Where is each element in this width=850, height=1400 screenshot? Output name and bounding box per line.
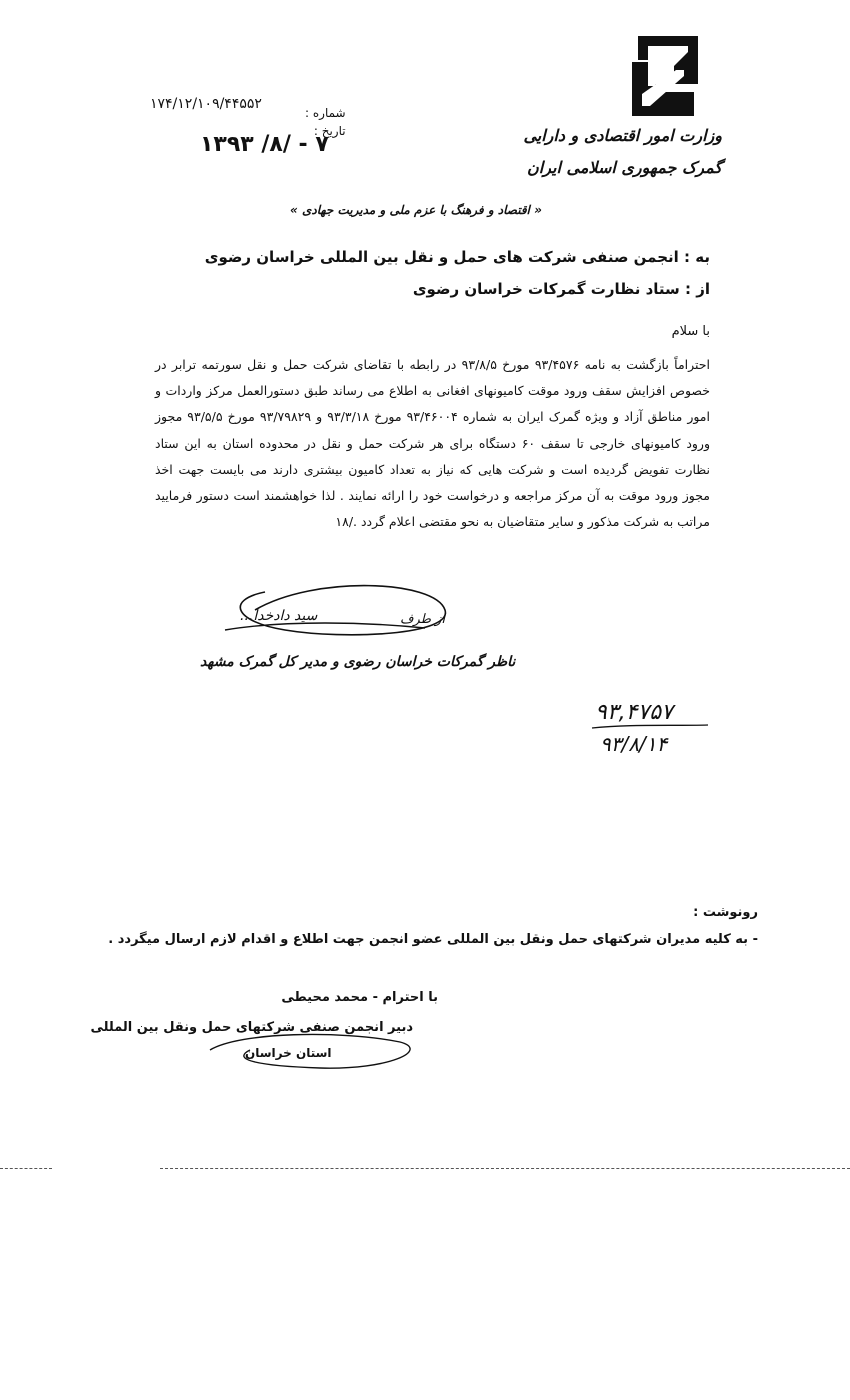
greeting: با سلام <box>671 324 710 339</box>
signature-name: سید دادخدا... <box>240 608 318 624</box>
cc-title: رونوشت : <box>693 905 758 920</box>
recipient-line: به : انجمن صنفی شرکت های حمل و نقل بین المللی خراسان رضوی <box>204 248 710 266</box>
customs-logo-icon <box>628 32 704 120</box>
number-label: شماره : <box>305 106 346 120</box>
sender-line: از : ستاد نظارت گمرکات خراسان رضوی <box>412 280 710 298</box>
closing-regards: با احترام - محمد محیطی <box>281 990 438 1005</box>
signature-scribble-icon <box>195 580 495 690</box>
fold-line-right <box>160 1168 850 1169</box>
date-label: تاریخ : <box>313 124 346 138</box>
closing-secretary: دبیر انجمن صنفی شرکتهای حمل ونقل بین المللی <box>90 1020 413 1035</box>
receipt-underline-icon <box>590 722 710 732</box>
signature-side-note: از طرف <box>400 612 446 627</box>
receipt-date: ۹۳/۸/۱۴ <box>600 732 668 756</box>
body-paragraph: احتراماً بازگشت به نامه ۹۳/۴۵۷۶ مورخ ۹۳/۸/۵ در رابطه با تقاضای شرکت حمل و نقل سورتمه ترابر در خصوص افزایش سقف ورود موقت کامیونهای افغانی به اطلاع می رساند طبق دستورالعمل مرکز واردات و امور مناطق آزاد و ویژه گمرک ایران به شماره ۹۳/۴۶۰۰۴ مورخ ۹۳/۳/۱۸ و ۹۳/۷۹۸۲۹ مورخ ۹۳/۵/۵ مجوز ورود کامیونهای خارجی تا سقف ۶۰ دستگاه برای هر شرکت حمل و نقل در محدوده استان به این ستاد نظارت تفویض گردیده است و شرکت هایی که نیاز به تعداد کامیون بیشتری دارند می بایست جهت اخذ مجوز ورود موقت به آن مرکز مراجعه و درخواست خود را ارائه نمایند . لذا خواهشمند است دستور فرمایید مراتب به شرکت مذکور و سایر متقاضیان به نحو مقتضی اعلام گردد ./۱۸ <box>155 357 710 530</box>
fold-line-left <box>0 1168 52 1169</box>
closing-signature-scribble-icon <box>200 1020 440 1080</box>
letter-number: ۱۷۴/۱۲/۱۰۹/۴۴۵۵۲ <box>150 96 262 112</box>
customs-name: گمرک جمهوری اسلامی ایران <box>527 158 722 177</box>
closing-province: استان خراسان <box>245 1046 332 1060</box>
receipt-number: ۹۳,۴۷۵۷ <box>595 700 673 725</box>
motto: « اقتصاد و فرهنگ با عزم ملی و مدیریت جهادی » <box>290 203 542 217</box>
letter-date: ۱۳۹۳ /۸/ - ۷ <box>200 132 329 157</box>
signature-title: ناظر گمرکات خراسان رضوی و مدیر کل گمرک مشهد <box>200 654 516 670</box>
ministry-name: وزارت امور اقتصادی و دارایی <box>523 126 722 145</box>
cc-line: - به کلیه مدیران شرکتهای حمل ونقل بین المللی عضو انجمن جهت اطلاع و اقدام لازم ارسال میگردد . <box>108 932 758 947</box>
